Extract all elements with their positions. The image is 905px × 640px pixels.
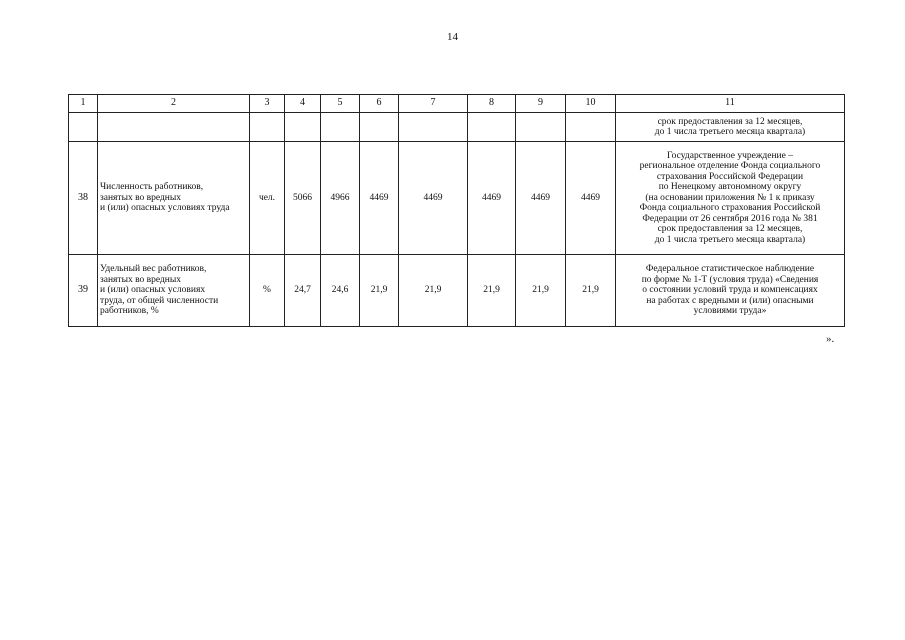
header-col-3: 3 [250, 95, 285, 113]
page-number: 14 [447, 31, 458, 43]
table-row-continuation [69, 113, 845, 142]
continuation-note: срок предоставления за 12 месяцев, до 1 числа третьего месяца квартала) [616, 113, 845, 142]
indicator-name: Удельный вес работников, занятых во вредных и (или) опасных условиях труда, от общей численности работников, % [98, 255, 250, 327]
value-col-4: 24,7 [285, 255, 321, 327]
row-number: 38 [69, 142, 98, 255]
table-row [69, 142, 845, 255]
header-row [69, 95, 845, 113]
unit: чел. [250, 142, 285, 255]
indicator-name: Численность работников, занятых во вредных и (или) опасных условиях труда [98, 142, 250, 255]
source-note: Федеральное статистическое наблюдение по форме № 1-Т (условия труда) «Сведения о состоянии условий труда и компенсациях на работах с вредными и (или) опасными условиями труда» [616, 255, 845, 327]
header-col-2: 2 [98, 95, 250, 113]
header-col-7: 7 [399, 95, 468, 113]
source-note: Государственное учреждение – региональное отделение Фонда социального страхования Российской Федерации по Ненецкому автономному округу (на основании приложения № 1 к приказу Фонда социального страхования Российской Федерации от 26 сентября 2016 года № 381 срок предоставления за 12 месяцев, до 1 числа третьего месяца квартала) [616, 142, 845, 255]
indicators-table [68, 94, 845, 327]
value-col-8: 21,9 [468, 255, 516, 327]
value-col-5: 4966 [321, 142, 360, 255]
header-col-11: 11 [616, 95, 845, 113]
header-col-4: 4 [285, 95, 321, 113]
header-col-5: 5 [321, 95, 360, 113]
value-col-6: 21,9 [360, 255, 399, 327]
header-col-9: 9 [516, 95, 566, 113]
table-row [69, 255, 845, 327]
row-number: 39 [69, 255, 98, 327]
value-col-5: 24,6 [321, 255, 360, 327]
value-col-8: 4469 [468, 142, 516, 255]
value-col-7: 4469 [399, 142, 468, 255]
header-col-6: 6 [360, 95, 399, 113]
unit: % [250, 255, 285, 327]
value-col-4: 5066 [285, 142, 321, 255]
value-col-10: 21,9 [566, 255, 616, 327]
header-col-1: 1 [69, 95, 98, 113]
header-col-10: 10 [566, 95, 616, 113]
value-col-6: 4469 [360, 142, 399, 255]
value-col-7: 21,9 [399, 255, 468, 327]
header-col-8: 8 [468, 95, 516, 113]
closing-quote-mark: ». [826, 333, 835, 345]
value-col-9: 4469 [516, 142, 566, 255]
value-col-10: 4469 [566, 142, 616, 255]
value-col-9: 21,9 [516, 255, 566, 327]
